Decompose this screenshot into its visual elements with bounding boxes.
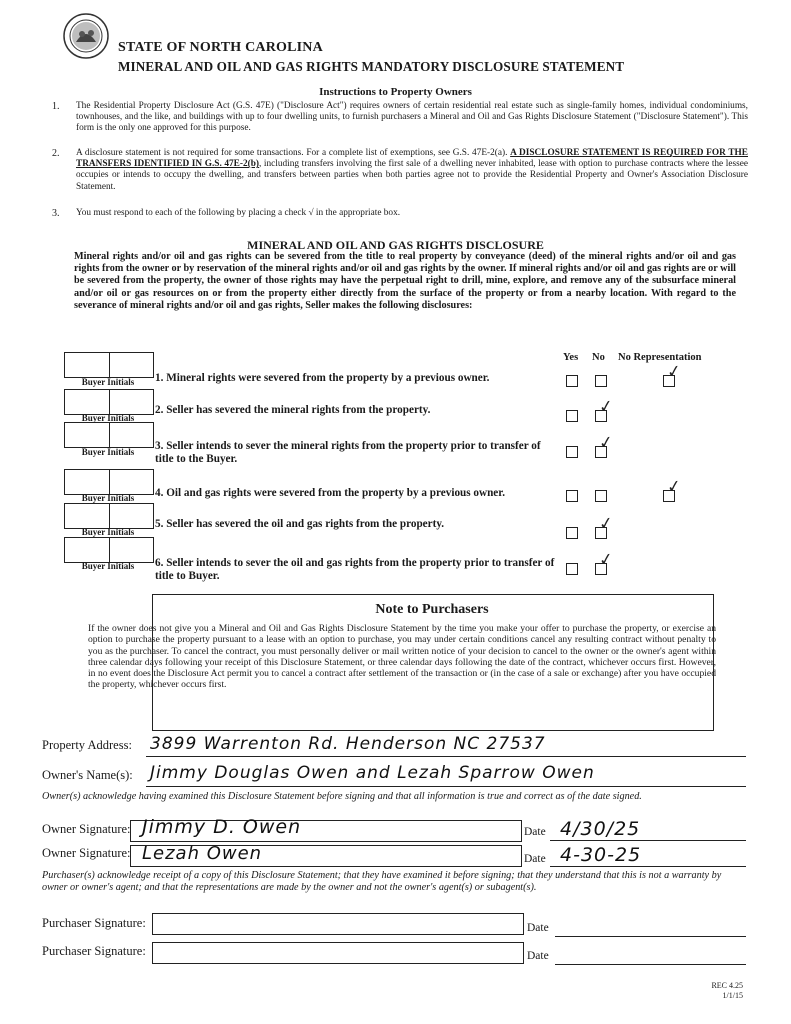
instruction-2 xyxy=(76,148,748,193)
instruction-number-2: 2. xyxy=(52,148,60,159)
buyer-initials-label: Buyer Initials xyxy=(81,527,135,537)
disclosure-question-1: 1. Mineral rights were severed from the property by a previous owner. xyxy=(155,372,490,384)
checkmark-icon: ✓ xyxy=(665,476,683,498)
instruction-3: You must respond to each of the following by placing a check √ in the appropriate box. xyxy=(76,208,401,218)
q5-yes-checkbox[interactable] xyxy=(566,527,578,539)
instruction-number-3: 3. xyxy=(52,208,60,219)
disclosure-question-6: 6. Seller intends to sever the oil and gas rights from the property prior to transfer of title to Buyer. xyxy=(155,557,555,582)
form-code xyxy=(711,981,743,1001)
form-revision-date: 1/1/15 xyxy=(722,991,743,1000)
column-no-representation: No Representation xyxy=(618,352,702,363)
nc-state-seal-icon xyxy=(62,12,110,60)
buyer-initials-label: Buyer Initials xyxy=(81,377,135,387)
checkmark-icon: ✓ xyxy=(597,432,615,454)
note-to-purchasers-body: If the owner does not give you a Mineral and Oil and Gas Rights Disclosure Statement by the time you make your offer to purchase the property, or exercise an option to purchase the property pursuant to a lease with an option to purchase, you may under certain conditions cancel any resulting contract without penalty to you as the purchaser. To cancel the contract, you must personally deliver or mail written notice of your decision to cancel to the owner or the owner's agent within three calendar days following your receipt of this Disclosure Statement, or three calendar days following the date of the contract, whichever occurs first. However, in no event does the Disclosure Act permit you to cancel a contract after settlement of the transaction or (in the case of a sale or exchange) after you have occupied the property, whichever occurs first. xyxy=(88,623,716,691)
property-address-label: Property Address: xyxy=(42,738,132,752)
instruction-2-required-transfers: A DISCLOSURE STATEMENT IS REQUIRED FOR THE TRANSFERS IDENTIFIED IN G.S. 47E-2(b) xyxy=(76,148,748,170)
instruction-1: The Residential Property Disclosure Act (G.S. 47E) ("Disclosure Act") requires owners of certain residential real estate such as single-family homes, individual condominiums, townhouses, and the like, and buildings with up to four dwelling units, to furnish purchasers a Mineral and Oil and Gas Rights Disclosure Statement ("Disclosure Statement"). This form is the only one approved for this purpose. xyxy=(76,101,748,134)
column-yes: Yes xyxy=(563,352,579,363)
q1-no-checkbox[interactable] xyxy=(595,375,607,387)
purchaser-date-label-1: Date xyxy=(527,922,549,934)
property-address-line xyxy=(146,756,746,757)
buyer-initials-box-5[interactable] xyxy=(64,503,154,529)
owner-acknowledgement: Owner(s) acknowledge having examined this Disclosure Statement before signing and that all information is true and correct as of the date signed. xyxy=(42,791,642,802)
owners-name-value[interactable]: Jimmy Douglas Owen and Lezah Sparrow Owen xyxy=(150,763,595,783)
purchaser-signature-label-1: Purchaser Signature: xyxy=(42,916,146,930)
q2-yes-checkbox[interactable] xyxy=(566,410,578,422)
buyer-initials-label: Buyer Initials xyxy=(81,561,135,571)
q4-yes-checkbox[interactable] xyxy=(566,490,578,502)
q4-no-checkbox[interactable] xyxy=(595,490,607,502)
form-title: MINERAL AND OIL AND GAS RIGHTS MANDATORY DISCLOSURE STATEMENT xyxy=(118,59,625,74)
purchaser-signature-field-1[interactable] xyxy=(152,913,524,935)
buyer-initials-box-1[interactable] xyxy=(64,352,154,378)
buyer-initials-label: Buyer Initials xyxy=(81,447,135,457)
disclosure-question-3: 3. Seller intends to sever the mineral rights from the property prior to transfer of title to the Buyer. xyxy=(155,440,541,465)
note-to-purchasers-title: Note to Purchasers xyxy=(375,602,489,617)
form-code-number: REC 4.25 xyxy=(711,981,743,990)
q3-yes-checkbox[interactable] xyxy=(566,446,578,458)
date-line-2 xyxy=(550,866,746,867)
purchaser-acknowledgement: Purchaser(s) acknowledge receipt of a copy of this Disclosure Statement; that they have examined it before signing; that they understand that this is not a warranty by owner or owner's agent; and that the representations are made by the owner and not the owner's agent(s) or subagent(s). xyxy=(42,870,722,893)
owner-signature-2: Lezah Owen xyxy=(142,843,263,864)
date-label-2: Date xyxy=(524,853,546,865)
disclosure-question-5: 5. Seller has severed the oil and gas rights from the property. xyxy=(155,518,445,530)
owners-name-label: Owner's Name(s): xyxy=(42,768,133,782)
purchaser-signature-field-2[interactable] xyxy=(152,942,524,964)
checkmark-icon: ✓ xyxy=(597,549,615,571)
owner-signature-label-2: Owner Signature: xyxy=(42,846,131,860)
instruction-2-part-a: A disclosure statement is not required for some transactions. For a complete list of exemptions, see G.S. 47E-2(a). xyxy=(76,148,511,158)
q1-yes-checkbox[interactable] xyxy=(566,375,578,387)
checkmark-icon: ✓ xyxy=(665,361,683,383)
purchaser-date-line-2[interactable] xyxy=(555,964,746,965)
buyer-initials-box-2[interactable] xyxy=(64,389,154,415)
date-label-1: Date xyxy=(524,826,546,838)
column-no: No xyxy=(592,352,605,363)
buyer-initials-label: Buyer Initials xyxy=(81,493,135,503)
purchaser-date-label-2: Date xyxy=(527,950,549,962)
owner-signature-date-1[interactable]: 4/30/25 xyxy=(560,818,641,840)
disclosure-question-2: 2. Seller has severed the mineral rights from the property. xyxy=(155,404,431,416)
buyer-initials-box-4[interactable] xyxy=(64,469,154,495)
purchaser-signature-label-2: Purchaser Signature: xyxy=(42,944,146,958)
property-address-value[interactable]: 3899 Warrenton Rd. Henderson NC 27537 xyxy=(150,734,546,754)
buyer-initials-label: Buyer Initials xyxy=(81,413,135,423)
instructions-heading: Instructions to Property Owners xyxy=(319,86,472,98)
disclosure-heading: MINERAL AND OIL AND GAS RIGHTS DISCLOSURE xyxy=(247,238,544,252)
form-title-state: STATE OF NORTH CAROLINA xyxy=(118,40,323,55)
purchaser-date-line-1[interactable] xyxy=(555,936,746,937)
buyer-initials-box-3[interactable] xyxy=(64,422,154,448)
owner-signature-1: Jimmy D. Owen xyxy=(142,816,302,838)
checkmark-icon: ✓ xyxy=(597,513,615,535)
instruction-2-part-b: , including transfers involving the first sale of a dwelling never inhabited, lease with option to purchase contracts where the lessee occupies or intends to occupy the dwelling, and transfers between parties when both parties agree not to provide the Residential Property and Owner's Association Disclosure Statement. xyxy=(76,159,748,192)
owners-name-line xyxy=(146,786,746,787)
disclosure-body: Mineral rights and/or oil and gas rights can be severed from the title to real property by conveyance (deed) of the mineral rights and/or oil and gas rights from the owner or by reservation of the mineral rights and/or oil and gas rights by the owner. If mineral rights and/or oil and gas rights are or will be severed from the property, the owner of those rights may have the perpetual right to drill, mine, explore, and remove any of the subsurface mineral and/or oil or gas resources on or from the property either directly from the surface of the property or from a nearby location. With regard to the severance of mineral rights and/or oil and gas rights, Seller makes the following disclosures: xyxy=(74,251,737,311)
date-line-1 xyxy=(550,840,746,841)
buyer-initials-box-6[interactable] xyxy=(64,537,154,563)
checkmark-icon: ✓ xyxy=(597,396,615,418)
owner-signature-label-1: Owner Signature: xyxy=(42,822,131,836)
owner-signature-date-2[interactable]: 4-30-25 xyxy=(560,844,642,866)
q6-yes-checkbox[interactable] xyxy=(566,563,578,575)
instruction-number-1: 1. xyxy=(52,101,60,112)
disclosure-question-4: 4. Oil and gas rights were severed from the property by a previous owner. xyxy=(155,487,506,499)
